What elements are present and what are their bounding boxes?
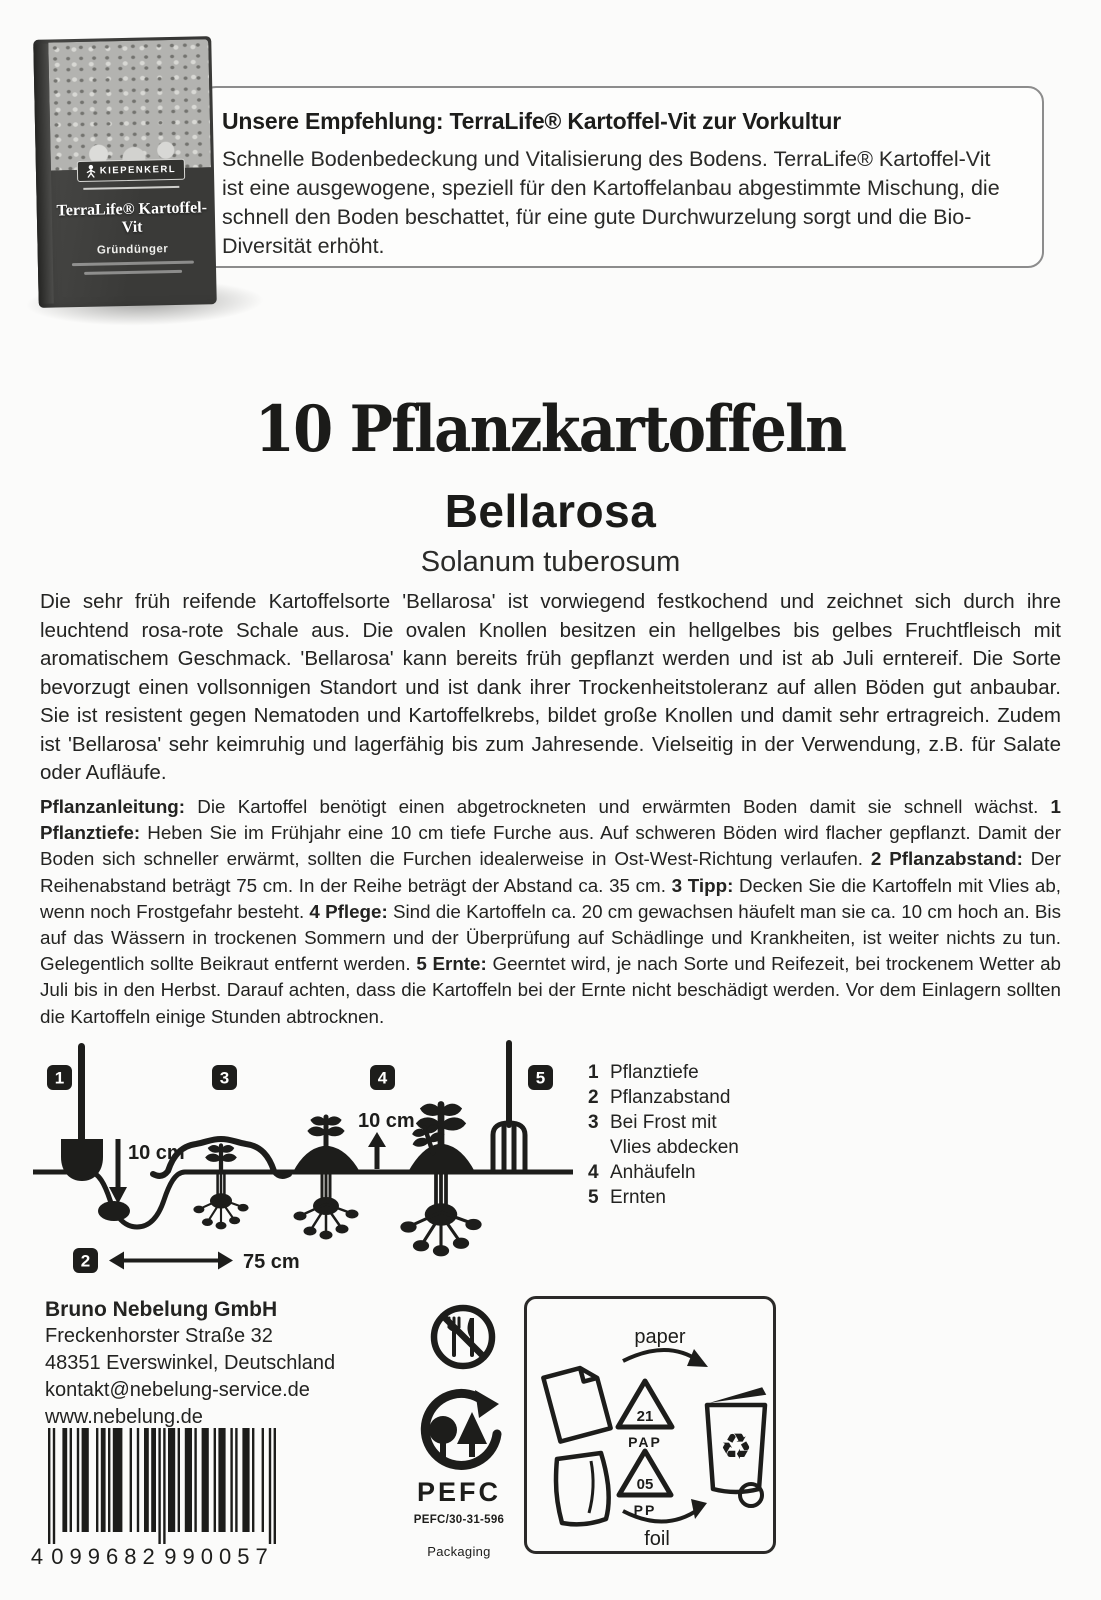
svg-text:990057: 990057 <box>164 1544 274 1569</box>
svg-text:1: 1 <box>54 1068 65 1088</box>
svg-text:5: 5 <box>535 1068 546 1088</box>
barcode-digits <box>31 1544 274 1569</box>
legend-label: Bei Frost mit Vlies abdecken <box>610 1112 739 1158</box>
company-city: 48351 Everswinkel, Deutschland <box>45 1352 336 1374</box>
step5-badge <box>528 1065 553 1090</box>
pefc-logo <box>398 1388 520 1559</box>
legend-label: Pflanztiefe <box>610 1062 699 1083</box>
prohibition-slash <box>443 1316 484 1357</box>
package-fineprint-line <box>72 260 194 266</box>
company-website: www.nebelung.de <box>45 1406 203 1428</box>
variety-name: Bellarosa <box>444 485 657 537</box>
paper-label: paper <box>634 1326 686 1348</box>
row-spacing-arrow <box>109 1252 233 1270</box>
legend-item <box>588 1185 762 1210</box>
pitchfork-icon <box>493 1043 525 1172</box>
legend-num: 5 <box>588 1187 599 1208</box>
planting-instructions: Pflanzanleitung: Die Kartoffel benötigt einen abgetrockneten und erwärmten Boden damit sie schnell wächst. 1 Pflanztiefe: Heben Sie im Frühjahr eine 10 cm tiefe Furche aus. Auf schweren Böden wird flacher gepflanzt. Damit der Boden sich schneller erwärmt, sollten die Furchen idealerweise in Ost-West-Richtung verlaufen. 2 Pflanzabstand: Der Reihenabstand beträgt 75 cm. In der Reihe beträgt der Abstand ca. 35 cm. 3 Tipp: Decken Sie die Kartoffeln mit Vlies ab, wenn noch Frostgefahr besteht. 4 Pflege: Sind die Kartoffeln ca. 20 cm gewachsen häufelt man sie ca. 10 cm hoch an. Bis auf das Wässern in trockenen Sommern und der Überprüfung auf Schädlinge und Krankheiten, ist weiter nichts zu tun. Gelegentlich sollte Beikraut entfernt werden. 5 Ernte: Geerntet wird, je nach Sorte und Reifezeit, bei trockenem Wetter ab Juli bis in den Herbst. Darauf achten, dass die Kartoffeln bei der Ernte nicht beschädigt werden. Vor dem Einlagern sollten die Kartoffeln einige Stunden abtrocknen. <box>40 796 1062 1027</box>
package-subtitle: Gründünger <box>96 242 169 257</box>
seed-potato <box>98 1201 130 1221</box>
planting-diagram <box>25 1035 585 1285</box>
variety-description: Die sehr früh reifende Kartoffelsorte 'Bellarosa' ist vorwiegend festkochend und zeichnet sich durch ihre leuchtend rosa-rote Schale aus. Die ovalen Knollen besitzen ein hellgelbes bis gelbes Fruchtfleisch mit aromatischem Geschmack. 'Bellarosa' kann bereits früh gepflanzt werden und ist ab Juli erntereif. Die Sorte bevorzugt einen vollsonnigen Standort und ist dank ihrer Trockenheitstoleranz auf allen Böden gut anbaubar. Sie ist resistent gegen Nematoden und Kartoffelkrebs, bildet große Knollen und damit sehr ertragreich. Zudem ist 'Bellarosa' sehr keimruhig und lagerfähig bis zum Jahresende. Vielseitig in der Verwendung, z.B. für Salate oder Aufläufe. <box>40 590 1061 784</box>
soil-mound <box>293 1146 360 1172</box>
sower-figure-icon <box>86 165 96 178</box>
row-spacing-badge <box>73 1248 98 1273</box>
package-label <box>51 154 214 304</box>
svg-text:3: 3 <box>219 1068 230 1088</box>
legend-label: Ernten <box>610 1187 666 1208</box>
packaging-label: Packaging <box>427 1544 491 1559</box>
svg-text:21: 21 <box>636 1408 654 1425</box>
company-name: Bruno Nebelung GmbH <box>45 1298 278 1321</box>
depth-arrow <box>109 1139 127 1204</box>
foil-bag-icon <box>556 1453 609 1524</box>
legend-item <box>588 1110 762 1160</box>
depth-label: 10 cm <box>128 1142 185 1164</box>
shovel-icon <box>61 1043 103 1181</box>
legend-num: 1 <box>588 1062 599 1083</box>
pefc-label: PEFC <box>416 1477 501 1507</box>
paper-arrow <box>623 1349 708 1367</box>
legend-label: Anhäufeln <box>610 1162 696 1183</box>
foil-label: foil <box>644 1528 670 1550</box>
hill-label: 10 cm <box>358 1110 415 1132</box>
brand-name: KIEPENKERL <box>99 163 177 177</box>
product-title: 10 Pflanzkartoffeln <box>255 392 846 467</box>
botanical-name: Solanum tuberosum <box>420 546 681 578</box>
svg-text:099682: 099682 <box>51 1544 161 1569</box>
product-package-photo <box>33 36 217 308</box>
legend-item <box>588 1160 762 1185</box>
legend-label: Pflanzabstand <box>610 1087 731 1108</box>
recommendation-box <box>200 86 1044 268</box>
package-fineprint-line <box>84 269 182 274</box>
recycling-bin-icon <box>707 1387 766 1506</box>
recommendation-body: Schnelle Bodenbedeckung und Vitalisierung des Bodens. TerraLife® Kartoffel-Vit ist eine ausgewogene, speziell für den Kartoffelanbau abgestimmte Mischung, die schnell den Boden beschattet, für eine gute Durchwurzelung sorgt und die Bio-Diversität erhöht. <box>222 147 1000 258</box>
legend-num: 2 <box>588 1087 599 1108</box>
pap-label: PAP <box>628 1434 662 1450</box>
page-title-wrap <box>0 392 1101 467</box>
pp-label: PP <box>633 1502 657 1518</box>
company-info <box>45 1296 335 1431</box>
mound-plant <box>294 1117 359 1240</box>
legend-item <box>588 1085 762 1110</box>
badge-rule <box>83 186 179 190</box>
barcode-bars <box>48 1428 276 1544</box>
recycle-symbol-icon: ♻ <box>719 1426 753 1467</box>
legend-num: 3 <box>588 1112 599 1133</box>
package-product-name: TerraLife® Kartoffel-Vit <box>56 198 208 236</box>
seedling <box>193 1145 248 1229</box>
package-photo-area <box>48 39 211 170</box>
row-spacing-label: 75 cm <box>243 1251 300 1273</box>
pap-recycling-symbol <box>618 1381 672 1450</box>
step4-badge <box>370 1065 395 1090</box>
legend-item <box>588 1060 762 1085</box>
pefc-code: PEFC/30-31-596 <box>413 1514 505 1526</box>
paper-sheet-icon <box>543 1364 610 1441</box>
recycling-panel <box>524 1296 776 1554</box>
not-for-consumption-icon <box>426 1300 500 1374</box>
legend-num: 4 <box>588 1162 599 1183</box>
recommendation-title: Unsere Empfehlung: TerraLife® Kartoffel-Vit zur Vorkultur <box>222 108 841 134</box>
step3-badge <box>212 1065 237 1090</box>
step1-badge <box>47 1065 72 1090</box>
ean-barcode <box>28 1424 284 1574</box>
company-street: Freckenhorster Straße 32 <box>45 1325 273 1347</box>
pp-recycling-symbol <box>619 1451 671 1518</box>
company-email: kontakt@nebelung-service.de <box>45 1379 310 1401</box>
hill-arrow <box>368 1132 386 1169</box>
svg-text:2: 2 <box>80 1251 91 1271</box>
pefc-mark-icon <box>409 1388 509 1470</box>
svg-text:4: 4 <box>30 1544 44 1569</box>
conifer-tree-icon <box>457 1412 487 1457</box>
diagram-legend <box>588 1060 762 1210</box>
svg-text:05: 05 <box>636 1476 654 1493</box>
svg-text:4: 4 <box>377 1068 388 1088</box>
kiepenkerl-brand-badge <box>77 159 186 182</box>
